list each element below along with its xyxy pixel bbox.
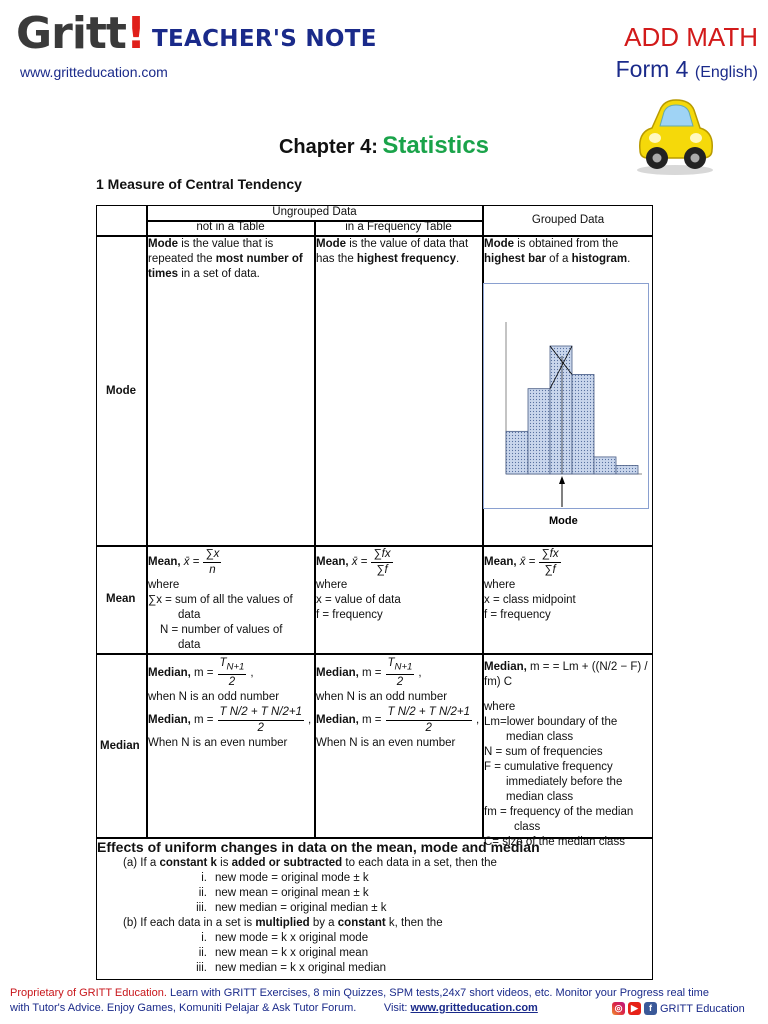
histogram-bar — [506, 431, 528, 474]
list-item: iii. new median = original median ± k — [196, 902, 387, 914]
header-in-frequency-table: in a Frequency Table — [345, 221, 452, 233]
subject-label: ADD MATH — [624, 22, 758, 52]
youtube-icon[interactable]: ▶ — [628, 1002, 641, 1015]
mean-ungrouped-cell: Mean, x̄ = $\frac{\sum x}{n}$ where ∑x = sum of all the values of data N = number of values of data — [148, 548, 293, 651]
histogram-bar — [616, 465, 638, 474]
histogram-chart — [484, 284, 647, 507]
mode-arrow-head — [559, 476, 565, 484]
footer-owner: Proprietary of GRITT Education. — [10, 987, 167, 999]
document-title: TEACHER'S NOTE — [152, 26, 377, 52]
logo-text: Gritt — [16, 8, 126, 59]
footer-brand: GRITT Education — [660, 1002, 745, 1015]
median-frequency-cell: Median, m = $\frac{T_{N+1}}{2}$ , when N is an odd number Median, m = $\frac{\text{T N/2 + T N/2+1}}{2}$ , When N is an even number — [316, 657, 480, 750]
histogram-figure — [483, 283, 649, 509]
histogram-bar — [572, 374, 594, 474]
logo-bang: ! — [125, 8, 146, 59]
row-label-median: Median — [100, 740, 140, 752]
effects-item-a: (a) If a constant k is added or subtracted to each data in a set, then the — [123, 857, 497, 869]
histogram-bar — [528, 389, 550, 474]
footer-site-link[interactable]: www.gritteducation.com — [410, 1002, 538, 1014]
facebook-icon[interactable]: f — [644, 1002, 657, 1015]
mode-ungrouped-cell: Mode is the value that is repeated the most number of times in a set of data. — [148, 238, 303, 280]
header-ungrouped: Ungrouped Data — [272, 206, 357, 218]
table-divider — [96, 653, 653, 655]
list-item: iii. new median = k x original median — [196, 962, 386, 974]
section-title: 1 Measure of Central Tendency — [96, 176, 302, 192]
row-label-mean: Mean — [106, 593, 136, 605]
list-item: ii. new mean = k x original mean — [198, 947, 369, 959]
mean-frequency-cell: Mean, x̄ = $\frac{\sum fx}{\sum f}$ where x = value of data f = frequency — [316, 548, 401, 621]
form-label — [616, 56, 758, 83]
mean-grouped-cell: Mean, x̄ = $\frac{\sum fx}{\sum f}$ where x = class midpoint f = frequency — [484, 548, 576, 621]
effects-title: Effects of uniform changes in data on the mean, mode and median — [97, 839, 540, 855]
histogram-bar — [594, 457, 616, 474]
header-grouped: Grouped Data — [531, 214, 605, 226]
language-label: (English) — [694, 64, 758, 81]
histogram-mode-label: Mode — [549, 515, 578, 527]
form-level: Form 4 — [615, 56, 689, 82]
histogram-bar — [550, 346, 572, 474]
header-not-in-table: not in a Table — [196, 221, 265, 233]
row-label-mode: Mode — [106, 385, 137, 397]
site-url-link[interactable]: www.gritteducation.com — [20, 64, 168, 80]
effects-section — [97, 838, 652, 976]
median-grouped-cell: Median, m = = Lm + ((N/2 − F) / fm) C where Lm=lower boundary of the median class N = sum of frequencies F = cumulative frequency immediately before the median class fm = frequency of the median class C= size of the median class — [484, 661, 648, 848]
mode-frequency-cell: Mode is the value of data that has the highest frequency. — [316, 238, 469, 265]
effects-item-b: (b) If each data in a set is multiplied by a constant k, then the — [123, 917, 443, 929]
list-item: i. new mode = k x original mode — [201, 932, 369, 944]
instagram-icon[interactable]: ◎ — [612, 1002, 625, 1015]
social-links — [612, 1002, 745, 1015]
chapter-topic: Statistics — [382, 132, 490, 159]
list-item: ii. new mean = original mean ± k — [198, 887, 369, 899]
chapter-number: Chapter 4: — [278, 136, 378, 158]
footer: Proprietary of GRITT Education. Learn with GRITT Exercises, 8 min Quizzes, SPM tests,24x7 short videos, etc. Monitor your Progress real time with Tutor's Advice. Enjoy Games, Komuniti Pelajar & Ask Tutor Forum. Visit: www.gritteducation.com — [10, 987, 709, 1014]
gritt-logo — [16, 10, 145, 58]
median-ungrouped-cell: Median, m = $\frac{T_{N+1}}{2}$ , when N is an odd number Median, m = $\frac{\text{T N/2 + T N/2+1}}{2}$ , When N is an even number — [148, 657, 312, 750]
chapter-heading — [0, 132, 768, 160]
list-item: i. new mode = original mode ± k — [201, 872, 369, 884]
mode-grouped-cell: Mode is obtained from the highest bar of a histogram. — [484, 238, 631, 265]
